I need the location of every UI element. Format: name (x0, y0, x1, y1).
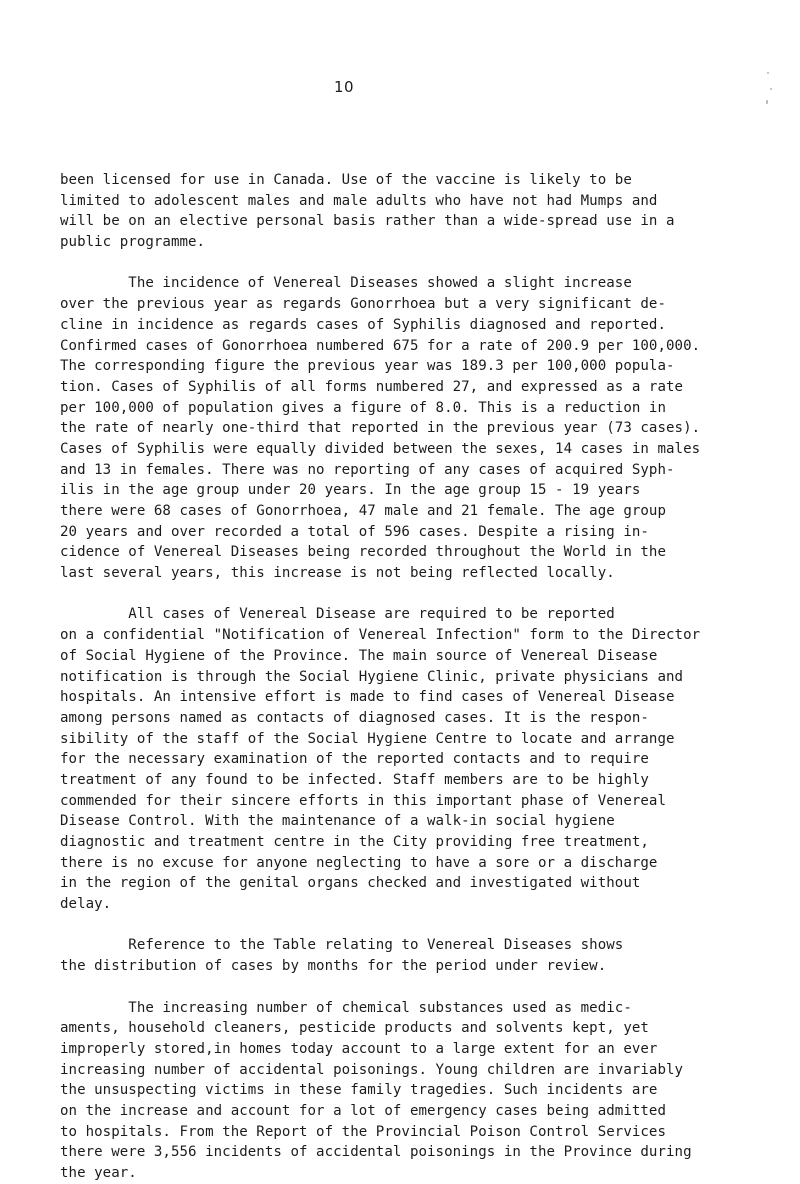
scan-speck (766, 100, 768, 104)
text-line: per 100,000 of population gives a figure of 8.0. This is a reduction in (60, 399, 666, 416)
paragraph-venereal-reporting (60, 604, 760, 914)
text-line: improperly stored,in homes today account to a large extent for an ever (60, 1040, 658, 1057)
text-line: the distribution of cases by months for the period under review. (60, 958, 607, 975)
text-line: there were 3,556 incidents of accidental poisonings in the Province during (60, 1144, 692, 1161)
text-line: The corresponding figure the previous year was 189.3 per 100,000 popula- (60, 358, 675, 375)
text-line: in the region of the genital organs checked and investigated without (60, 875, 641, 892)
text-line: of Social Hygiene of the Province. The main source of Venereal Disease (60, 647, 658, 664)
text-line: on a confidential "Notification of Venereal Infection" form to the Director (60, 627, 701, 644)
text-line: tion. Cases of Syphilis of all forms numbered 27, and expressed as a rate (60, 378, 684, 395)
text-line: on the increase and account for a lot of emergency cases being admitted (60, 1102, 666, 1119)
text-line: among persons named as contacts of diagnosed cases. It is the respon- (60, 709, 649, 726)
text-line: The increasing number of chemical substances used as medic- (60, 999, 632, 1016)
text-line: treatment of any found to be infected. Staff members are to be highly (60, 771, 649, 788)
text-line: over the previous year as regards Gonorrhoea but a very significant de- (60, 296, 666, 313)
text-line: last several years, this increase is not being reflected locally. (60, 565, 615, 582)
paragraph-gap (60, 584, 760, 605)
scan-speck (770, 88, 772, 90)
text-line: the rate of nearly one-third that reported in the previous year (73 cases). (60, 420, 701, 437)
text-line: diagnostic and treatment centre in the City providing free treatment, (60, 834, 649, 850)
paragraph-gap (60, 915, 760, 936)
text-line: the year. (60, 1165, 137, 1181)
text-line: delay. (60, 896, 112, 913)
text-line: hospitals. An intensive effort is made to find cases of Venereal Disease (60, 689, 675, 706)
text-line: The incidence of Venereal Diseases showed a slight increase (60, 275, 632, 292)
paragraph-gap (60, 253, 760, 274)
text-line: Confirmed cases of Gonorrhoea numbered 675 for a rate of 200.9 per 100,000. (60, 337, 701, 354)
text-line: public programme. (60, 234, 206, 251)
text-line: for the necessary examination of the reported contacts and to require (60, 751, 649, 768)
text-line: the unsuspecting victims in these family tragedies. Such incidents are (60, 1082, 658, 1099)
text-line: Reference to the Table relating to Venereal Diseases shows (60, 937, 624, 954)
paragraph-gap (60, 977, 760, 998)
text-line: been licensed for use in Canada. Use of the vaccine is likely to be (60, 172, 632, 188)
text-line: cline in incidence as regards cases of Syphilis diagnosed and reported. (60, 316, 666, 333)
text-line: will be on an elective personal basis rather than a wide-spread use in a (60, 213, 675, 230)
text-line: ilis in the age group under 20 years. In the age group 15 - 19 years (60, 482, 641, 499)
page-number: 10 (333, 78, 355, 96)
text-line: All cases of Venereal Disease are required to be reported (60, 606, 615, 623)
text-line: limited to adolescent males and male adults who have not had Mumps and (60, 192, 658, 209)
paragraph-table-reference (60, 935, 760, 976)
body-text (60, 170, 760, 1184)
text-line: commended for their sincere efforts in this important phase of Venereal (60, 792, 666, 809)
text-line: Disease Control. With the maintenance of a walk-in social hygiene (60, 813, 615, 830)
text-line: cidence of Venereal Diseases being recorded throughout the World in the (60, 544, 666, 561)
text-line: there were 68 cases of Gonorrhoea, 47 male and 21 female. The age group (60, 503, 666, 519)
text-line: there is no excuse for anyone neglecting to have a sore or a discharge (60, 854, 658, 871)
text-line: 20 years and over recorded a total of 596 cases. Despite a rising in- (60, 523, 649, 540)
paragraph-accidental-poisonings (60, 998, 760, 1184)
paragraph-venereal-incidence (60, 273, 760, 583)
text-line: increasing number of accidental poisonings. Young children are invariably (60, 1061, 684, 1078)
scan-speck (767, 72, 769, 74)
text-line: notification is through the Social Hygiene Clinic, private physicians and (60, 668, 684, 685)
text-line: sibility of the staff of the Social Hygiene Centre to locate and arrange (60, 730, 675, 747)
paragraph-mumps-vaccine (60, 170, 760, 253)
text-line: aments, household cleaners, pesticide products and solvents kept, yet (60, 1020, 649, 1037)
text-line: Cases of Syphilis were equally divided between the sexes, 14 cases in males (60, 440, 701, 457)
text-line: to hospitals. From the Report of the Provincial Poison Control Services (60, 1123, 666, 1140)
text-line: and 13 in females. There was no reporting of any cases of acquired Syph- (60, 461, 675, 478)
